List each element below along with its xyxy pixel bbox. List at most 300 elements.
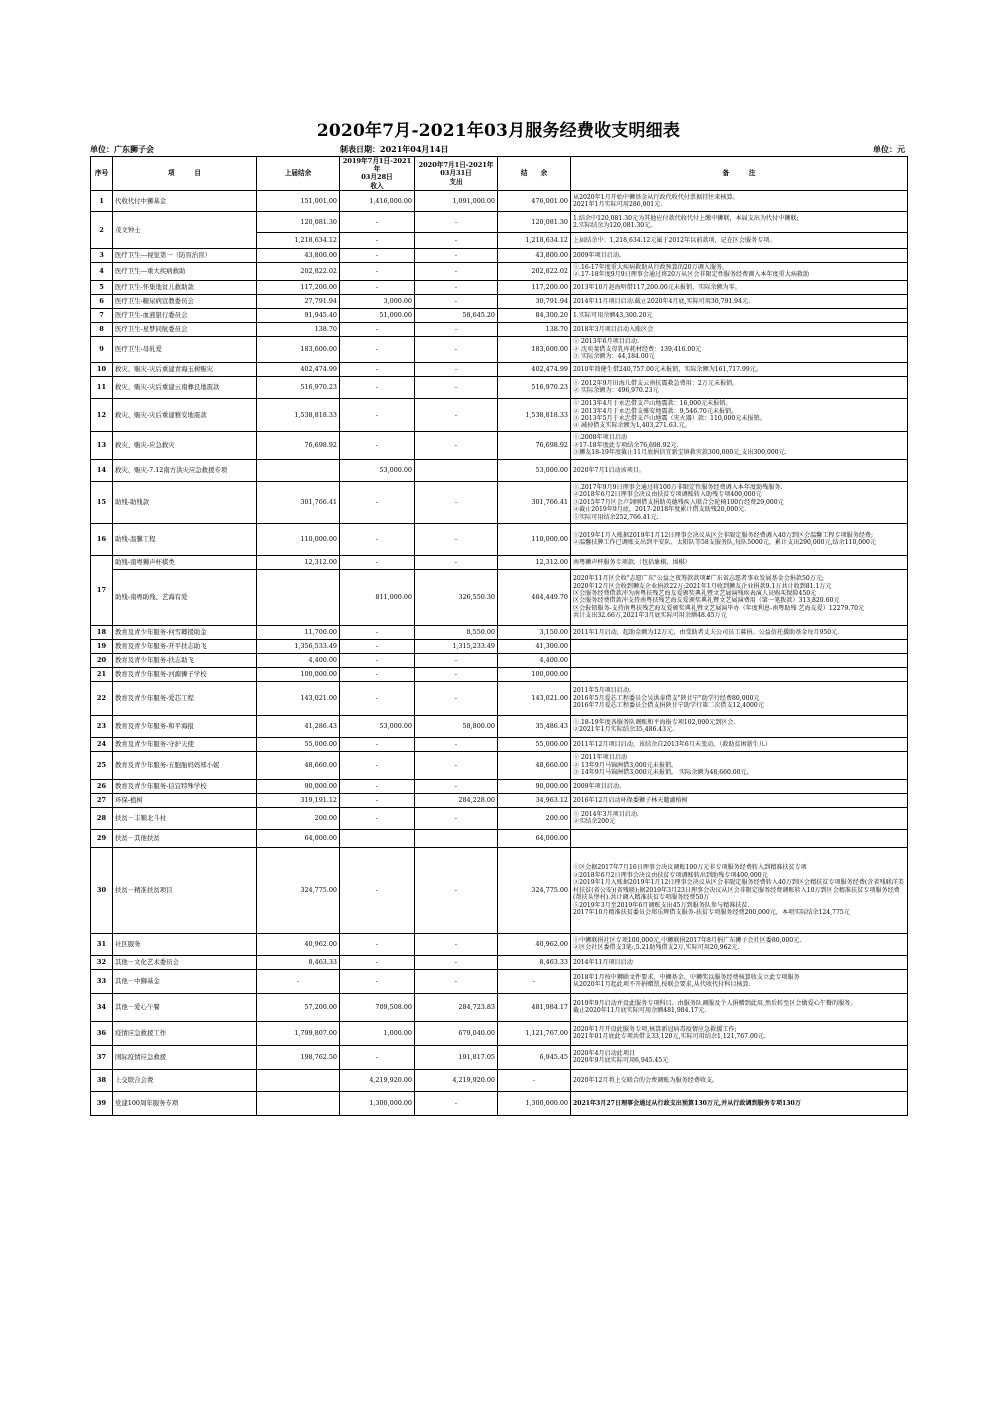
row-prev-balance: 48,660.00 — [257, 751, 340, 779]
row-expense: - — [415, 681, 498, 715]
row-expense: 4,219,920.00 — [415, 1069, 498, 1091]
row-income: - — [340, 751, 415, 779]
organization-unit: 单位：广东狮子会 — [90, 144, 154, 154]
row-seq: 36 — [91, 1021, 113, 1045]
row-income: - — [340, 793, 415, 807]
table-row — [91, 969, 908, 993]
row-prev-balance: 200.00 — [257, 807, 340, 829]
row-expense: - — [415, 847, 498, 933]
table-row — [91, 569, 908, 625]
remark-line: ②2021年1月实际结余35,486.43元. — [573, 726, 675, 734]
row-prev-balance: 12,312.00 — [257, 555, 340, 569]
row-expense: - — [415, 555, 498, 569]
row-remark — [571, 211, 908, 232]
row-expense: - — [415, 933, 498, 955]
row-balance: 200.00 — [498, 807, 571, 829]
remark-line: ⑤2019年3月至2019年6月调账支出45万到服务队参与精准扶贫. — [573, 901, 750, 909]
remark-line: 2018年3月项目启动入账区会 — [573, 325, 654, 333]
row-expense: - — [415, 1091, 498, 1115]
row-remark — [571, 481, 908, 523]
row-remark — [571, 569, 908, 625]
row-income: - — [340, 933, 415, 955]
row-income: - — [340, 211, 415, 232]
row-item: 医疗卫生---重大疾病救助 — [113, 262, 257, 280]
row-remark — [571, 847, 908, 933]
row-expense: - — [415, 398, 498, 431]
row-income: - — [340, 280, 415, 294]
row-prev-balance: 40,962.00 — [257, 933, 340, 955]
table-row — [91, 955, 908, 969]
remark-line: ②.17-18年度9月9日理事会通过将20万从区会非限定性服务经费调入本年度重大病救助 — [573, 271, 810, 279]
table-row — [91, 262, 908, 280]
remark-line: ① 2014年3月项目启动. — [573, 811, 639, 819]
row-balance: 12,312.00 — [498, 555, 571, 569]
row-remark — [571, 667, 908, 681]
remark-line: 2011年12月项目启动，该结余自2013年6月未变动。（救助贫困新生儿） — [573, 740, 772, 748]
table-row — [91, 308, 908, 322]
remark-line: 2017年10月精准扶贫委员会郑乐辉借支服务-扶贫专项服务经费200,000元，本项实际结余124,775元 — [573, 908, 850, 916]
row-income: - — [340, 653, 415, 667]
row-expense: - — [415, 322, 498, 336]
row-expense: - — [415, 653, 498, 667]
table-row — [91, 779, 908, 793]
remark-line: ② 13年9月马锦洲借3,000元未报销。 — [573, 761, 678, 769]
remark-line: 2020年9月底实际可用6,945.45元 — [573, 1057, 669, 1065]
header-seq: 序号 — [91, 157, 113, 191]
row-remark — [571, 993, 908, 1021]
row-income: 4,219,920.00 — [340, 1069, 415, 1091]
table-row — [91, 715, 908, 737]
row-income: 53,000.00 — [340, 715, 415, 737]
row-balance: 84,300.20 — [498, 308, 571, 322]
row-remark — [571, 625, 908, 639]
row-item: 助残-南粤狮声杯棋类 — [113, 555, 257, 569]
row-seq: 33 — [91, 969, 113, 993]
row-prev-balance: 110,000.00 — [257, 523, 340, 555]
document-page — [90, 120, 907, 1116]
row-seq: 3 — [91, 248, 113, 262]
row-expense: - — [415, 523, 498, 555]
row-income: - — [340, 639, 415, 653]
row-balance: 8,463.33 — [498, 955, 571, 969]
remark-line: ①2019年1月入账据2019年1月12日理事会决议从区会非限定服务经费调入40万到区会温馨工程专项服务经费; — [573, 532, 874, 540]
remark-line: ②2018年6月2日理事会决议由扶贫专项调账转出到助残专项400,000元 — [573, 871, 768, 879]
row-seq: 32 — [91, 955, 113, 969]
remark-line: 2020年7月1启动该项目。 — [573, 466, 646, 474]
remark-line: 2.实际结余为120,081.30元。 — [573, 221, 657, 229]
row-item: 教育及青少年服务-开平扶志助飞 — [113, 639, 257, 653]
row-income: - — [340, 555, 415, 569]
row-remark — [571, 737, 908, 751]
row-remark — [571, 1069, 908, 1091]
row-item: 救灾、赈灾-灾后重建青海玉树赈灾 — [113, 362, 257, 376]
row-remark — [571, 933, 908, 955]
row-expense: - — [415, 779, 498, 793]
row-item: 教育及青少年服务-何雪卿援助金 — [113, 625, 257, 639]
table-row — [91, 1091, 908, 1115]
row-item: 教育及青少年服务-信宜特殊学校 — [113, 779, 257, 793]
row-balance: 4,400.00 — [498, 653, 571, 667]
row-prev-balance: 76,698.92 — [257, 431, 340, 459]
row-income: - — [340, 248, 415, 262]
table-row — [91, 280, 908, 294]
row-balance: 53,000.00 — [498, 459, 571, 481]
table-row — [91, 737, 908, 751]
row-income: - — [340, 232, 415, 248]
remark-line: 2020年12月区会收到狮友企业捐款22万;2021年1月收到狮友企业捐款9.1万共计收到81.1万元 — [573, 582, 832, 590]
row-expense: - — [415, 376, 498, 398]
row-item: 扶贫－丰顺北斗村 — [113, 807, 257, 829]
row-balance: 100,000.00 — [498, 667, 571, 681]
row-expense: - — [415, 280, 498, 294]
row-item: 助残-南粤助残、艺海有爱 — [113, 569, 257, 625]
row-prev-balance: 91,945.40 — [257, 308, 340, 322]
table-row — [91, 523, 908, 555]
remark-line: 区会服务经费借款冲支持南粤扶残艺海友爱颁奖典礼暨文艺展演费用（第一笔拨款）313,820.60元 — [573, 597, 840, 605]
remark-line: 2013年10月赵海明借117,200.00元未报销，实际余额为零。 — [573, 283, 741, 291]
row-item: 教育及青少年服务-和平海报 — [113, 715, 257, 737]
remark-line: 2020年11月区会收"志愿广东"公益之夜筹款款项#广东省志愿者事业发展基金会捐款50万元; — [573, 575, 824, 583]
remark-line: ①.16-17年度重大疾病救助从行政预算的20万调入服务。 — [573, 264, 729, 272]
row-income — [340, 829, 415, 847]
row-prev-balance: 11,700.00 — [257, 625, 340, 639]
row-remark — [571, 829, 908, 847]
row-income: 1,416,000.00 — [340, 190, 415, 211]
row-remark — [571, 555, 908, 569]
row-expense: 679,040.00 — [415, 1021, 498, 1045]
remark-line: ④ 减掉借支实际余额为1,403,271.63.元。 — [573, 422, 691, 430]
row-income: - — [340, 431, 415, 459]
table-row — [91, 667, 908, 681]
row-remark — [571, 362, 908, 376]
ledger-body — [91, 190, 908, 1115]
row-expense: - — [415, 751, 498, 779]
row-seq: 15 — [91, 481, 113, 523]
row-balance: 117,200.00 — [498, 280, 571, 294]
remark-line: ②区会社区委借支3笔:,5.21助残借支2万,实际可用20,962元. — [573, 944, 740, 952]
row-expense: - — [415, 294, 498, 308]
row-income: - — [340, 481, 415, 523]
row-seq: 39 — [91, 1091, 113, 1115]
row-item: 茂文钟士 — [113, 211, 257, 248]
row-expense: - — [415, 481, 498, 523]
row-balance: 41,300.00 — [498, 639, 571, 653]
row-remark — [571, 294, 908, 308]
row-remark — [571, 807, 908, 829]
remark-line: 2016年5月爱芯工程委员会吴洪泰借支"陕甘宁"助学行经费80,000元 — [573, 694, 760, 702]
row-balance: 40,962.00 — [498, 933, 571, 955]
remark-line: 2018年1月按中狮联文件要求，中狮基金、中狮奖以服务经费核算收支立此专项服务 — [573, 974, 800, 982]
row-prev-balance: 57,200.00 — [257, 993, 340, 1021]
table-row — [91, 681, 908, 715]
row-item: 救灾、赈灾-灾后重建云南彝良地震款 — [113, 376, 257, 398]
row-expense: - — [415, 211, 498, 232]
row-seq: 27 — [91, 793, 113, 807]
row-expense — [415, 829, 498, 847]
row-remark — [571, 431, 908, 459]
row-seq: 8 — [91, 322, 113, 336]
row-item: 医疗卫生-糖尿病宣教委员会 — [113, 294, 257, 308]
currency-unit: 单位：元 — [873, 144, 905, 154]
row-prev-balance: 324,775.00 — [257, 847, 340, 933]
row-seq: 25 — [91, 751, 113, 779]
row-income: - — [340, 955, 415, 969]
row-prev-balance: 516,970.23 — [257, 376, 340, 398]
row-income: - — [340, 336, 415, 362]
row-seq: 17 — [91, 555, 113, 625]
row-seq: 10 — [91, 362, 113, 376]
row-prev-balance: 4,400.00 — [257, 653, 340, 667]
remark-line: ② 沈奕斐借支母乳库耗材经费：139,416.00元 — [573, 345, 702, 353]
row-expense: - — [415, 807, 498, 829]
row-item: 上交联合会费 — [113, 1069, 257, 1091]
row-seq: 19 — [91, 639, 113, 653]
row-balance: 183,600.00 — [498, 336, 571, 362]
table-row — [91, 211, 908, 232]
row-income: - — [340, 847, 415, 933]
row-remark — [571, 793, 908, 807]
row-balance: 138.70 — [498, 322, 571, 336]
row-expense: - — [415, 969, 498, 993]
row-item: 助残-温馨工程 — [113, 523, 257, 555]
row-prev-balance: 27,791.94 — [257, 294, 340, 308]
row-balance: 1,218,634.12 — [498, 232, 571, 248]
row-prev-balance: - — [257, 969, 340, 993]
row-expense: - — [415, 262, 498, 280]
row-income: - — [340, 737, 415, 751]
remark-line: ① 2013年6月项目启动. — [573, 338, 639, 346]
row-item: 医疗卫生-星梦同航委员会 — [113, 322, 257, 336]
row-item: 救灾、赈灾-灾后重建雅安地震款 — [113, 398, 257, 431]
ledger-table — [90, 156, 908, 1116]
remark-line: ②温馨扶脾工作已调账支出到平安队、太阳队等58支服务队,每队5000元，累计支出290,000元,结余110,000元 — [573, 539, 877, 547]
row-seq: 34 — [91, 993, 113, 1021]
row-seq: 12 — [91, 398, 113, 431]
row-remark — [571, 969, 908, 993]
remark-line: ② 2013年4月于永忠借支雅安地震款：9,546.70元未报销。 — [573, 407, 738, 415]
table-row — [91, 1045, 908, 1069]
row-income: - — [340, 625, 415, 639]
row-seq: 7 — [91, 308, 113, 322]
row-balance: 481,984.17 — [498, 993, 571, 1021]
row-item: 医疗卫生-母乳爱 — [113, 336, 257, 362]
remark-line: ④截止2019年9月底，2017-2018年度累计借支助残20,000元. — [573, 506, 747, 514]
remark-line: 从2020年1月开始中狮基金从行政代收代付票据挂往来核算。 — [573, 193, 739, 201]
row-balance: 3,150.00 — [498, 625, 571, 639]
row-income: 3,000.00 — [340, 294, 415, 308]
remark-line: ①中狮联捐社区专项100,000元,中狮联捐2017年8月捐广东狮子会社区委80,000元. — [573, 937, 802, 945]
row-item: 医疗卫生---视觉第一（防盲治盲） — [113, 248, 257, 262]
row-income: - — [340, 322, 415, 336]
remark-line: 2010年简健生借240,757.00元未报销，实际余额为161,717.99元。 — [573, 365, 762, 373]
remark-line: 区会报销服务-支持南粤扶残艺海友爱颁奖典礼暨文艺展演毕办（年度利息-南粤助残 艺海友爱）12279.70元 — [573, 604, 865, 612]
row-expense: - — [415, 431, 498, 459]
row-prev-balance — [257, 1069, 340, 1091]
row-expense: 326,550.30 — [415, 569, 498, 625]
row-remark — [571, 751, 908, 779]
table-row — [91, 294, 908, 308]
row-seq: 18 — [91, 625, 113, 639]
remark-line: 2019年9月启动并设此服务专项科目。由服务队调服及个人捐赠到此用,然后转至区会做爱心午餐的服务。 — [573, 1000, 857, 1008]
row-item: 教育及青少年服务-扶志助飞 — [113, 653, 257, 667]
row-remark — [571, 1021, 908, 1045]
header-row — [91, 157, 908, 191]
row-balance: 6,945.45 — [498, 1045, 571, 1069]
row-balance: 90,000.00 — [498, 779, 571, 793]
table-row — [91, 993, 908, 1021]
row-expense: 1,315,233.49 — [415, 639, 498, 653]
row-seq: 21 — [91, 667, 113, 681]
row-balance: - — [498, 1069, 571, 1091]
table-row — [91, 555, 908, 569]
row-balance: 143,021.00 — [498, 681, 571, 715]
row-item: 教育及青少年服务-守护天使 — [113, 737, 257, 751]
row-prev-balance: 1,799,807.00 — [257, 1021, 340, 1045]
row-balance: 402,474.99 — [498, 362, 571, 376]
row-expense — [415, 459, 498, 481]
row-income: - — [340, 398, 415, 431]
header-prev-balance: 上届结余 — [257, 157, 340, 191]
row-seq: 11 — [91, 376, 113, 398]
table-row — [91, 376, 908, 398]
row-balance: 55,000.00 — [498, 737, 571, 751]
row-seq: 29 — [91, 829, 113, 847]
row-remark — [571, 190, 908, 211]
remark-line: ②2018年6月2日理事会决议由扶贫专项调账转入助残专项400,000元 — [573, 491, 762, 499]
remark-line: ③狮友18-19年度截止11月底捐信宜新宝镇救灾款300,000元,支出300,000元. — [573, 449, 787, 457]
remark-line: 2021年3月27日理事会通过从行政支出预算130万元,并从行政调到服务专项130万 — [573, 1099, 801, 1107]
remark-line: 2014年11月项目启动.截止2020年4月底,实际可用30,791.94元. — [573, 297, 750, 305]
row-remark — [571, 308, 908, 322]
row-expense: - — [415, 336, 498, 362]
row-seq: 22 — [91, 681, 113, 715]
row-seq: 14 — [91, 459, 113, 481]
row-seq: 37 — [91, 1045, 113, 1069]
remark-line: ① 2012年9月田海儿借支云南抗震救急费用：2万元未报销。 — [573, 380, 739, 388]
row-balance: 1,300,000.00 — [498, 1091, 571, 1115]
header-expense: 2020年7月1日-2021年 03月31日 支出 — [415, 157, 498, 191]
remark-line: 2016年12月启动环保委狮子林天麓湖植树 — [573, 796, 688, 804]
remark-line: ① 2013年4月于永忠借支芦山地震款：16,000元未报销。 — [573, 400, 732, 408]
row-prev-balance: 151,001.00 — [257, 190, 340, 211]
table-row — [91, 807, 908, 829]
row-item: 助残-助残款 — [113, 481, 257, 523]
remark-line: 2020年4月启动此项目 — [573, 1050, 636, 1058]
row-item: 代收代付中狮基金 — [113, 190, 257, 211]
row-income: 51,000.00 — [340, 308, 415, 322]
row-seq: 13 — [91, 431, 113, 459]
row-balance: 516,970.23 — [498, 376, 571, 398]
row-expense: 58,645.20 — [415, 308, 498, 322]
row-prev-balance: 301,766.41 — [257, 481, 340, 523]
row-balance: 1,538,818.33 — [498, 398, 571, 431]
remark-line: ③ 14年9月马锦洲借3,000元未报销。 实际余额为48,660.00元。 — [573, 769, 753, 777]
row-prev-balance: 183,600.00 — [257, 336, 340, 362]
row-item: 救灾、赈灾-7.12南方洪灾应急救援专项 — [113, 459, 257, 481]
row-balance: 324,775.00 — [498, 847, 571, 933]
row-balance: 76,698.92 — [498, 431, 571, 459]
row-remark — [571, 248, 908, 262]
row-remark — [571, 681, 908, 715]
row-expense: - — [415, 737, 498, 751]
remark-line: 2021年1月实际可用286,001元. — [573, 200, 663, 208]
remark-line: 上届结余中：1,218,634.12元属于2012年以前款项，记在区会服务专项。 — [573, 236, 776, 244]
row-seq: 30 — [91, 847, 113, 933]
row-remark — [571, 715, 908, 737]
row-prev-balance: 1,356,533.49 — [257, 639, 340, 653]
row-balance: 202,822.02 — [498, 262, 571, 280]
remark-line: 2020年12月将上交联合的会费调账为服务经费收支。 — [573, 1076, 719, 1084]
row-income: - — [340, 667, 415, 681]
table-row — [91, 751, 908, 779]
remark-line: 共计支出32.66万,2021年3月底实际可用余额48.45万元 — [573, 612, 727, 620]
row-prev-balance: 138.70 — [257, 322, 340, 336]
remark-line: 2016年7月爱芯工程委员会借支捐陕甘宁助学行第二次借支12,4000元 — [573, 702, 764, 710]
row-item: 党建100周年服务专项 — [113, 1091, 257, 1115]
row-balance: 64,000.00 — [498, 829, 571, 847]
table-row — [91, 336, 908, 362]
row-item: 扶贫－其他扶贫 — [113, 829, 257, 847]
row-balance: 34,963.12 — [498, 793, 571, 807]
row-remark — [571, 232, 908, 248]
row-income: 1,000.00 — [340, 1021, 415, 1045]
row-seq: 38 — [91, 1069, 113, 1091]
meta-line — [90, 142, 907, 156]
row-prev-balance: 1,218,634.12 — [257, 232, 340, 248]
remark-line: ①区会据2017年7月16日理事会决议调账100万元非专项服务经费转入到精准扶贫专项 — [573, 864, 807, 872]
row-prev-balance: 64,000.00 — [257, 829, 340, 847]
row-expense: - — [415, 248, 498, 262]
row-seq: 16 — [91, 523, 113, 555]
table-row — [91, 1069, 908, 1091]
row-income: - — [340, 262, 415, 280]
table-row — [91, 847, 908, 933]
row-expense: 191,817.05 — [415, 1045, 498, 1069]
row-seq: 6 — [91, 294, 113, 308]
table-row — [91, 933, 908, 955]
header-income: 2019年7月1日-2021年 03月28日 收入 — [340, 157, 415, 191]
row-item: 社区服务 — [113, 933, 257, 955]
row-item: 教育及青少年服务-爱芯工程 — [113, 681, 257, 715]
row-item: 教育及青少年服务-河源狮子学校 — [113, 667, 257, 681]
row-remark — [571, 523, 908, 555]
row-prev-balance: 41,286.43 — [257, 715, 340, 737]
remark-line: ②实结余200元 — [573, 818, 616, 826]
row-expense: - — [415, 667, 498, 681]
row-item: 环保-植树 — [113, 793, 257, 807]
row-balance: 120,081.30 — [498, 211, 571, 232]
row-expense: 1,091,000.00 — [415, 190, 498, 211]
row-income: - — [340, 969, 415, 993]
row-item: 扶贫－精准扶贫项目 — [113, 847, 257, 933]
row-prev-balance: 198,762.50 — [257, 1045, 340, 1069]
row-expense: 284,228.00 — [415, 793, 498, 807]
remark-line: 区会服务经费借款冲为南粤扶残艺海友爱颁奖典礼暨文艺展演残疾表演人员购买保险450元 — [573, 590, 817, 598]
row-prev-balance: 402,474.99 — [257, 362, 340, 376]
row-income: 811,000.00 — [340, 569, 415, 625]
row-seq: 31 — [91, 933, 113, 955]
row-item: 其他－文化艺术委员会 — [113, 955, 257, 969]
row-prev-balance: 143,021.00 — [257, 681, 340, 715]
row-expense: 8,550.00 — [415, 625, 498, 639]
row-seq: 26 — [91, 779, 113, 793]
row-prev-balance: 1,538,818.33 — [257, 398, 340, 431]
row-remark — [571, 653, 908, 667]
row-remark — [571, 376, 908, 398]
row-item: 医疗卫生-怀集地贫儿救助款 — [113, 280, 257, 294]
remark-line: ①.2008年项目启动 — [573, 434, 628, 442]
remark-line: 从2020年1月起此项不开捐赠票,按联会要求,从代收代付科目核算. — [573, 981, 751, 989]
